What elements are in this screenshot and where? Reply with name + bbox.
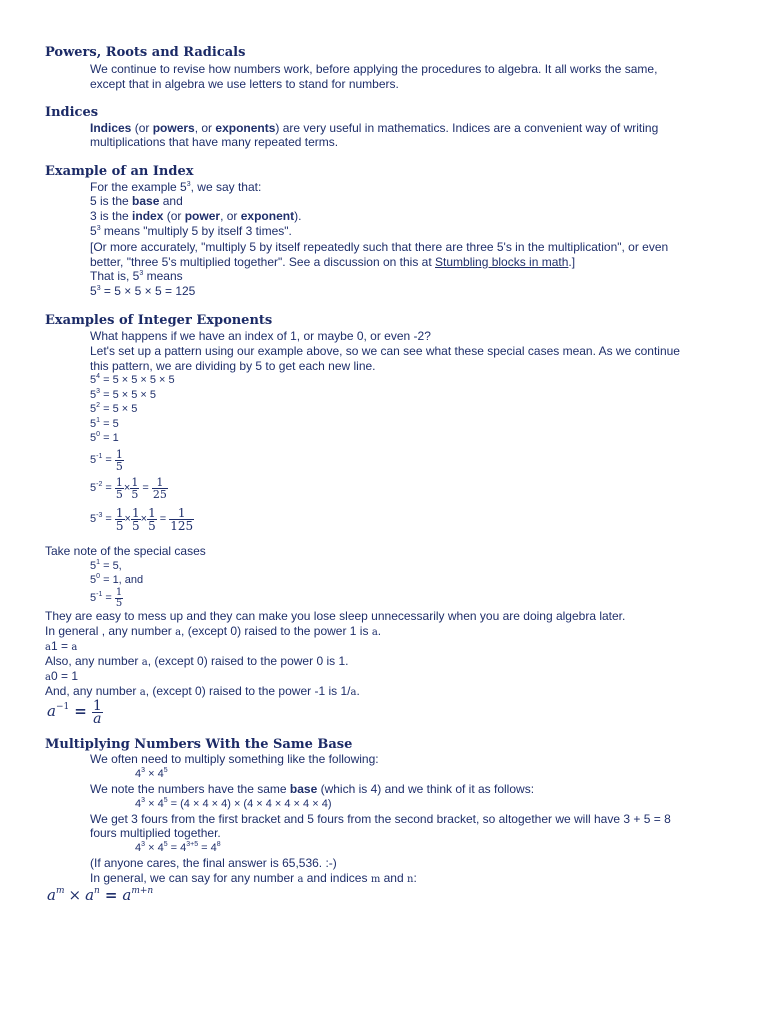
text-span: In general , any number	[45, 624, 176, 638]
fraction	[131, 507, 141, 532]
denominator: 25	[152, 487, 167, 501]
variable-a: a	[85, 886, 95, 904]
text-span: means	[143, 269, 183, 283]
text-span: (which is 4) and we think of it as follows:	[317, 782, 535, 796]
text-span: 0 = 1	[50, 669, 78, 683]
text-span: = 5 × 5 × 5 = 125	[100, 284, 196, 298]
superscript: 0	[96, 573, 101, 580]
text-span: 5	[90, 592, 97, 604]
text-span: = (4 × 4 × 4) × (4 × 4 × 4 × 4 × 4)	[167, 798, 332, 810]
pattern-row	[90, 388, 156, 403]
equals-sign: =	[104, 886, 118, 904]
text-span: .	[377, 624, 382, 638]
text-span: better, "three 5's multiplied together". See a discussion on this at	[90, 255, 436, 269]
heading-multiplying: Multiplying Numbers With the Same Base	[45, 737, 353, 752]
variable-a: a	[47, 886, 56, 904]
paragraph-line	[90, 194, 183, 209]
text-span: 5	[90, 454, 97, 466]
text-span: × 4	[145, 798, 164, 810]
term-index: index	[132, 209, 164, 223]
text-span: =	[102, 592, 115, 604]
fraction	[152, 477, 168, 500]
text-span: 4	[135, 798, 142, 810]
numerator: 1	[169, 507, 194, 520]
superscript: 3	[139, 270, 144, 277]
variable-a: a	[175, 627, 182, 638]
term-base: base	[289, 782, 318, 796]
paragraph-line: fours multiplied together.	[90, 826, 221, 840]
superscript: -2	[96, 481, 103, 488]
fraction	[147, 507, 157, 532]
heading-integer-exponents: Examples of Integer Exponents	[45, 313, 273, 328]
paragraph-line	[90, 121, 658, 136]
superscript: −1	[55, 702, 70, 712]
superscript: 4	[96, 373, 101, 380]
paragraph-line: They are easy to mess up and they can make you lose sleep unnecessarily when you are doing algebra later.	[45, 609, 626, 623]
superscript: 3	[96, 285, 101, 292]
fraction	[130, 477, 139, 500]
paragraph-line	[90, 209, 301, 224]
superscript: -1	[96, 453, 103, 460]
superscript: 3	[141, 841, 146, 848]
text-span: 4	[135, 842, 142, 854]
variable-a: a	[45, 672, 51, 683]
superscript: 3	[186, 181, 191, 188]
text-span: 5	[90, 418, 97, 430]
paragraph-line: We get 3 fours from the first bracket and 5 fours from the second bracket, so altogether we will have 3 + 5 = 8	[90, 812, 671, 826]
text-span: =	[139, 482, 152, 494]
heading-example-index: Example of an Index	[45, 164, 194, 179]
special-case	[90, 573, 143, 588]
inverse-formula	[47, 698, 103, 725]
text-span: 5	[90, 513, 97, 525]
text-span: , or	[220, 209, 241, 223]
superscript: 1	[96, 417, 101, 424]
variable-a: a	[139, 687, 146, 698]
math-expression	[135, 841, 221, 856]
times-sign: ×	[123, 482, 131, 494]
term-base: base	[132, 194, 160, 208]
text-span: ) are very useful in mathematics. Indices are a convenient way of writing	[275, 121, 659, 135]
text-span: And, any number	[45, 684, 140, 698]
superscript: 8	[216, 841, 221, 848]
times-sign: ×	[68, 886, 82, 904]
numerator: 1	[115, 505, 124, 520]
denominator: 5	[115, 597, 123, 609]
text-span: (or	[163, 209, 185, 223]
denominator: 5	[131, 487, 139, 501]
text-span: Also, any number	[45, 654, 142, 668]
text-span: , (except 0) raised to the power 1 is	[181, 624, 372, 638]
superscript: -1	[96, 591, 103, 598]
pattern-row-fraction	[90, 448, 124, 472]
text-span: =	[156, 513, 170, 525]
text-span: 5	[90, 432, 97, 444]
paragraph-line: Let's set up a pattern using our example above, so we can see what these special cases mean. As we continue	[90, 344, 680, 358]
paragraph-line: Take note of the special cases	[45, 544, 206, 558]
pattern-row-fraction	[90, 476, 168, 500]
text-span: ).	[294, 209, 302, 223]
text-span: , (except 0) raised to the power -1 is 1/	[145, 684, 351, 698]
text-span: 5	[90, 403, 97, 415]
text-span: 1 =	[50, 639, 72, 653]
denominator: 5	[115, 459, 123, 473]
text-span: 5	[90, 374, 97, 386]
numerator: 1	[131, 505, 140, 520]
fraction	[115, 507, 125, 532]
superscript: 3	[141, 797, 146, 804]
paragraph-line	[90, 180, 261, 195]
stumbling-blocks-link[interactable]: Stumbling blocks in math	[435, 255, 569, 269]
fraction	[92, 697, 103, 727]
math-expression	[135, 767, 168, 782]
text-span: and indices	[303, 871, 371, 885]
variable-a: a	[71, 642, 78, 653]
times-sign: ×	[124, 513, 131, 525]
variable-a: a	[122, 886, 132, 904]
superscript: n	[94, 886, 100, 896]
text-span: , or	[194, 121, 216, 135]
variable-a: a	[297, 874, 304, 885]
superscript: m	[55, 886, 65, 896]
numerator: 1	[115, 475, 123, 489]
variable-a: a	[371, 627, 378, 638]
text-span: = 4	[198, 842, 217, 854]
superscript: 3	[96, 225, 101, 232]
text-span: =	[102, 482, 115, 494]
text-span: and	[380, 871, 407, 885]
text-span: = 1	[100, 432, 119, 444]
superscript: 0	[96, 431, 101, 438]
heading-indices: Indices	[45, 105, 99, 120]
text-span: , (except 0) raised to the power 0 is 1.	[147, 654, 349, 668]
text-span: In general, we can say for any number	[90, 871, 298, 885]
superscript: -3	[96, 512, 103, 519]
heading-powers: Powers, Roots and Radicals	[45, 45, 246, 60]
variable-a: a	[47, 702, 56, 720]
text-span: = 5 × 5	[100, 403, 138, 415]
times-sign: ×	[140, 513, 148, 525]
text-span: :	[413, 871, 417, 885]
text-span: (or	[131, 121, 153, 135]
paragraph-line	[45, 669, 78, 685]
text-span: 5	[90, 482, 97, 494]
text-span: 5	[90, 224, 97, 238]
term-exponents: exponents	[215, 121, 276, 135]
superscript: 5	[163, 767, 168, 774]
pattern-row	[90, 431, 119, 446]
text-span: 5	[90, 389, 97, 401]
variable-a: a	[350, 687, 357, 698]
fraction	[169, 507, 194, 532]
product-rule-formula	[47, 884, 153, 906]
superscript: 3	[96, 388, 101, 395]
numerator: 1	[92, 697, 102, 714]
superscript: 3	[141, 767, 146, 774]
denominator: 125	[170, 518, 194, 533]
paragraph-line	[45, 654, 348, 670]
equals-sign: =	[74, 702, 87, 720]
text-span: For the example 5	[90, 180, 187, 194]
fraction	[115, 588, 123, 609]
term-power: power	[184, 209, 221, 223]
math-expression	[135, 797, 331, 812]
paragraph-line: What happens if we have an index of 1, or maybe 0, or even -2?	[90, 329, 431, 343]
denominator: 5	[115, 518, 124, 533]
text-span: =	[102, 513, 115, 525]
paragraph-line	[45, 639, 77, 655]
text-span: = 5	[100, 418, 119, 430]
text-span: = 5 × 5 × 5	[100, 389, 156, 401]
text-span: We note the numbers have the same	[90, 782, 290, 796]
numerator: 1	[148, 505, 156, 520]
pattern-row	[90, 417, 119, 432]
text-span: 3 is the	[90, 209, 133, 223]
text-span: , we say that:	[190, 180, 262, 194]
superscript: 5	[163, 841, 168, 848]
denominator: 5	[148, 518, 156, 533]
denominator: 5	[131, 518, 140, 533]
fraction	[115, 477, 124, 500]
text-span: and	[159, 194, 183, 208]
term-powers: powers	[152, 121, 195, 135]
paragraph-line	[45, 624, 381, 640]
superscript: 3+5	[186, 841, 199, 848]
pattern-row	[90, 402, 137, 417]
variable-n: n	[407, 874, 414, 885]
variable-a: a	[45, 642, 51, 653]
superscript: 2	[96, 402, 101, 409]
paragraph-line: multiplications that have many repeated terms.	[90, 135, 339, 149]
text-span: means "multiply 5 by itself 3 times".	[100, 224, 292, 238]
denominator: 5	[115, 487, 123, 501]
special-case	[90, 559, 122, 574]
text-span: × 4	[145, 768, 164, 780]
term-exponent: exponent	[240, 209, 295, 223]
paragraph-line	[90, 269, 183, 284]
text-span: That is, 5	[90, 269, 140, 283]
paragraph-line	[90, 782, 534, 797]
text-span: 5	[90, 284, 97, 298]
text-span: 5	[90, 560, 97, 572]
paragraph-line	[90, 284, 195, 299]
text-span: .]	[568, 255, 576, 269]
variable-a: a	[141, 657, 148, 668]
paragraph-line: [Or more accurately, "multiply 5 by itself repeatedly such that there are three 5's in the multiplication", or even	[90, 240, 669, 254]
text-span: 4	[135, 768, 142, 780]
paragraph-line: this pattern, we are dividing by 5 to get each new line.	[90, 359, 376, 373]
numerator: 1	[115, 586, 123, 598]
text-span: 5	[90, 574, 97, 586]
pattern-row-fraction	[90, 506, 194, 532]
superscript: m+n	[131, 886, 154, 896]
paragraph-line	[90, 255, 575, 270]
numerator: 1	[152, 477, 168, 489]
term-indices: Indices	[90, 121, 132, 135]
text-span: × 4	[145, 842, 164, 854]
paragraph-line: except that in algebra we use letters to stand for numbers.	[90, 77, 399, 91]
variable-m: m	[370, 874, 381, 885]
fraction	[115, 449, 124, 472]
text-span: = 5 × 5 × 5 × 5	[100, 374, 175, 386]
paragraph-line: (If anyone cares, the final answer is 65,536. :-)	[90, 856, 337, 870]
paragraph-line: We continue to revise how numbers work, before applying the procedures to algebra. It all works the same,	[90, 62, 658, 76]
text-span: 5 is the	[90, 194, 133, 208]
text-span: = 5,	[100, 560, 122, 572]
numerator: 1	[115, 447, 123, 461]
superscript: 1	[96, 559, 101, 566]
special-case	[90, 587, 123, 609]
denominator: a	[93, 710, 102, 727]
paragraph-line: We often need to multiply something like the following:	[90, 752, 379, 766]
pattern-row	[90, 373, 175, 388]
text-span: = 4	[167, 842, 187, 854]
numerator: 1	[131, 475, 139, 489]
paragraph-line	[90, 224, 292, 239]
superscript: 5	[163, 797, 168, 804]
text-span: =	[102, 454, 115, 466]
text-span: .	[356, 684, 360, 698]
text-span: = 1, and	[100, 574, 144, 586]
